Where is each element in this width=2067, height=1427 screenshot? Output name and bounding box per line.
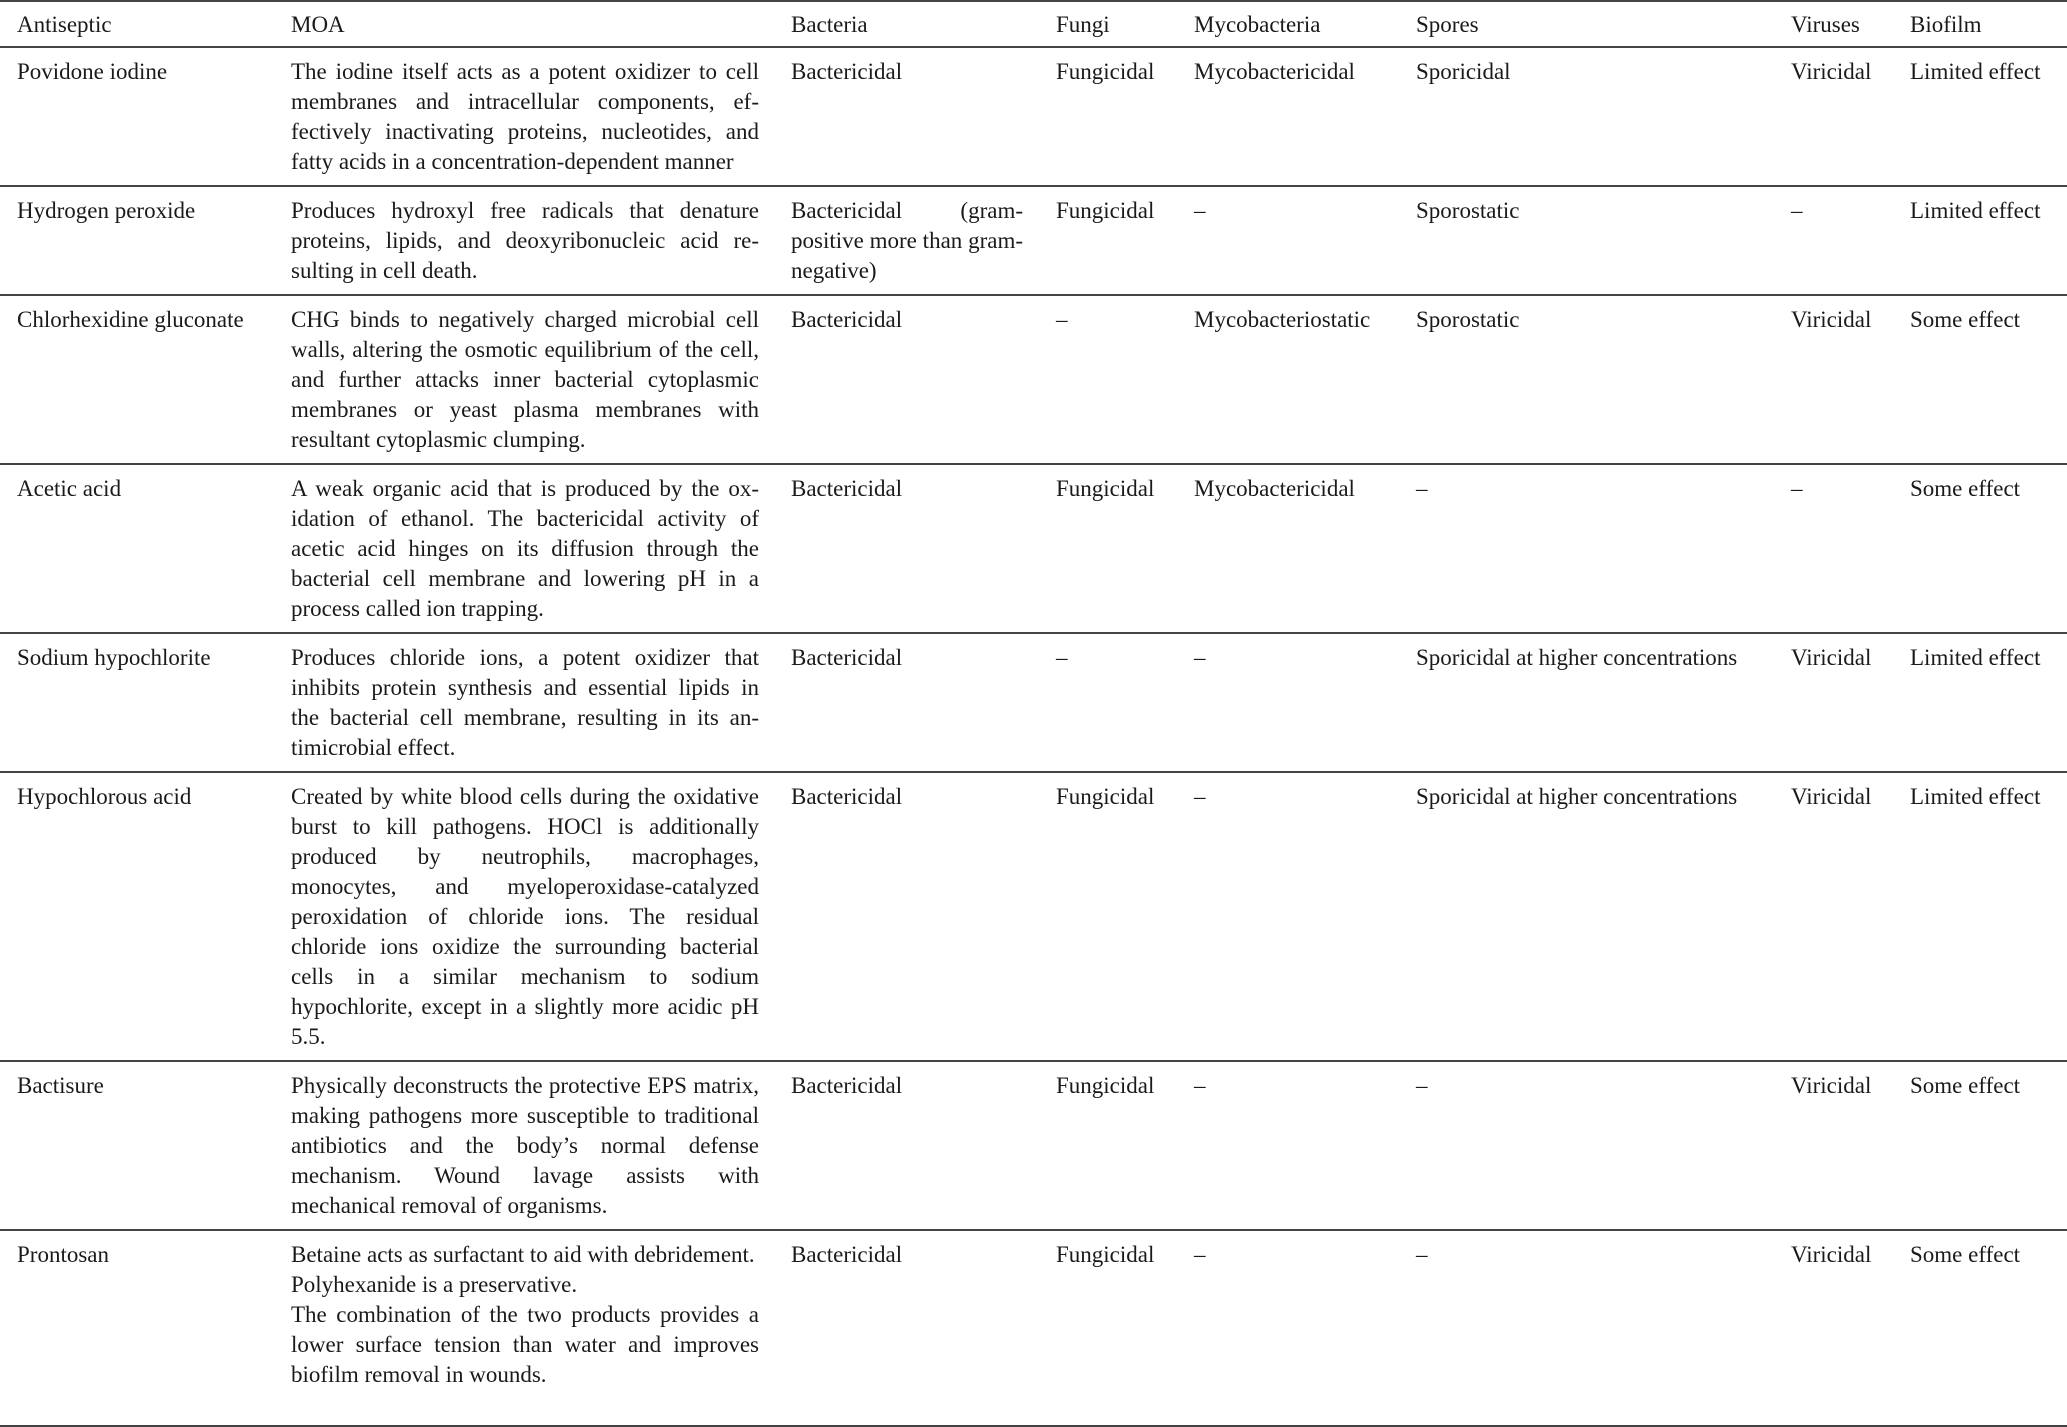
header-viruses: Viruses [1791, 1, 1910, 47]
moa-paragraph: Polyhexanide is a preservative. [291, 1272, 578, 1297]
moa-text [291, 305, 759, 455]
cell-fungi: Fungicidal [1056, 464, 1194, 633]
cell-moa [291, 1230, 791, 1426]
cell-mycobacteria: Mycobactericidal [1194, 47, 1416, 186]
cell-antiseptic: Sodium hypochlorite [0, 633, 291, 772]
header-mycobacteria: Mycobacteria [1194, 1, 1416, 47]
cell-bacteria [791, 633, 1056, 772]
cell-bacteria [791, 47, 1056, 186]
cell-fungi: – [1056, 295, 1194, 464]
bacteria-value: Bactericidal [791, 59, 903, 84]
moa-paragraph: A weak organic acid that is produced by the oxidation of ethanol. The bactericidal activity of acetic acid hinges on its diffusion through the bacterial cell membrane and lowering pH in a process called ion trapping. [291, 476, 759, 621]
moa-text [291, 57, 759, 177]
moa-paragraph: Betaine acts as surfactant to aid with debridement. [291, 1242, 755, 1267]
cell-mycobacteria: – [1194, 186, 1416, 295]
moa-paragraph: Physically deconstructs the protective EPS matrix, making pathogens more susceptible to traditional antibiotics and the body’s normal defense mechanism. Wound lavage assists with mechanical removal of organisms. [291, 1073, 759, 1218]
bacteria-value: Bactericidal [791, 1073, 903, 1098]
cell-viruses: – [1791, 464, 1910, 633]
cell-antiseptic: Prontosan [0, 1230, 291, 1426]
cell-fungi: Fungicidal [1056, 47, 1194, 186]
cell-viruses: Viricidal [1791, 47, 1910, 186]
cell-moa [291, 772, 791, 1061]
cell-moa [291, 633, 791, 772]
header-fungi: Fungi [1056, 1, 1194, 47]
moa-paragraph: Produces chloride ions, a potent oxidizer that inhibits protein synthesis and essential lipids in the bacterial cell membrane, resulting in its antimicrobial effect. [291, 645, 759, 760]
cell-viruses: Viricidal [1791, 1061, 1910, 1230]
cell-biofilm: Limited effect [1910, 47, 2067, 186]
table-row [0, 47, 2067, 186]
cell-antiseptic: Chlorhexidine gluconate [0, 295, 291, 464]
cell-spores: Sporostatic [1416, 186, 1791, 295]
moa-text [291, 643, 759, 763]
moa-paragraph: The iodine itself acts as a potent oxidizer to cell membranes and intracellular components, effectively inactivating proteins, nucleotides, and fatty acids in a concentration-dependent manner [291, 59, 759, 174]
moa-text [291, 474, 759, 624]
bacteria-value: Bactericidal [791, 1242, 903, 1267]
table-body [0, 47, 2067, 1426]
cell-bacteria [791, 772, 1056, 1061]
cell-fungi: Fungicidal [1056, 772, 1194, 1061]
cell-spores: Sporicidal at higher concentrations [1416, 633, 1791, 772]
table-row [0, 1061, 2067, 1230]
header-biofilm: Biofilm [1910, 1, 2067, 47]
cell-bacteria [791, 295, 1056, 464]
cell-spores: – [1416, 464, 1791, 633]
bacteria-value: Bactericidal (gram-positive more than gram-negative) [791, 198, 1023, 283]
cell-biofilm: Some effect [1910, 464, 2067, 633]
cell-spores: Sporicidal at higher concentrations [1416, 772, 1791, 1061]
table-header [0, 1, 2067, 47]
cell-bacteria [791, 1230, 1056, 1426]
cell-mycobacteria: Mycobacteriostatic [1194, 295, 1416, 464]
cell-moa [291, 464, 791, 633]
cell-bacteria [791, 464, 1056, 633]
cell-mycobacteria: Mycobactericidal [1194, 464, 1416, 633]
cell-viruses: Viricidal [1791, 295, 1910, 464]
cell-spores: Sporicidal [1416, 47, 1791, 186]
moa-paragraph: CHG binds to negatively charged microbial cell walls, altering the osmotic equilibrium of the cell, and further attacks inner bacterial cytoplasmic membranes or yeast plasma membranes with resultant cytoplasmic clumping. [291, 307, 759, 452]
table-row [0, 772, 2067, 1061]
cell-mycobacteria: – [1194, 1061, 1416, 1230]
cell-biofilm: Limited effect [1910, 186, 2067, 295]
cell-biofilm: Some effect [1910, 1061, 2067, 1230]
moa-paragraph: The combination of the two products provides a lower surface tension than water and improves biofilm removal in wounds. [291, 1302, 759, 1387]
cell-spores: – [1416, 1230, 1791, 1426]
moa-paragraph: Created by white blood cells during the oxidative burst to kill pathogens. HOCl is additionally produced by neutrophils, macrophages, monocytes, and myeloperoxidase-catalyzed peroxidation of chloride ions. The residual chloride ions oxidize the surrounding bacterial cells in a similar mechanism to sodium hypochlorite, except in a slightly more acidic pH 5.5. [291, 784, 759, 1049]
table-row [0, 186, 2067, 295]
cell-spores: Sporostatic [1416, 295, 1791, 464]
cell-viruses: Viricidal [1791, 1230, 1910, 1426]
cell-fungi: Fungicidal [1056, 1061, 1194, 1230]
moa-text [291, 1240, 759, 1390]
bacteria-value: Bactericidal [791, 784, 903, 809]
header-antiseptic: Antiseptic [0, 1, 291, 47]
table-row [0, 633, 2067, 772]
cell-viruses: Viricidal [1791, 772, 1910, 1061]
cell-moa [291, 1061, 791, 1230]
cell-fungi: Fungicidal [1056, 186, 1194, 295]
cell-moa [291, 47, 791, 186]
header-bacteria: Bacteria [791, 1, 1056, 47]
bacteria-value: Bactericidal [791, 307, 903, 332]
header-moa: MOA [291, 1, 791, 47]
header-row [0, 1, 2067, 47]
cell-biofilm: Limited effect [1910, 772, 2067, 1061]
cell-moa [291, 295, 791, 464]
moa-text [291, 196, 759, 286]
cell-biofilm: Some effect [1910, 295, 2067, 464]
cell-spores: – [1416, 1061, 1791, 1230]
cell-mycobacteria: – [1194, 633, 1416, 772]
table-row [0, 295, 2067, 464]
header-spores: Spores [1416, 1, 1791, 47]
cell-bacteria [791, 186, 1056, 295]
cell-antiseptic: Bactisure [0, 1061, 291, 1230]
cell-biofilm: Some effect [1910, 1230, 2067, 1426]
cell-fungi: Fungicidal [1056, 1230, 1194, 1426]
cell-antiseptic: Hydrogen peroxide [0, 186, 291, 295]
moa-text [291, 1071, 759, 1221]
cell-biofilm: Limited effect [1910, 633, 2067, 772]
cell-bacteria [791, 1061, 1056, 1230]
moa-text [291, 782, 759, 1052]
cell-antiseptic: Hypochlorous acid [0, 772, 291, 1061]
cell-viruses: Viricidal [1791, 633, 1910, 772]
cell-moa [291, 186, 791, 295]
moa-paragraph: Produces hydroxyl free radicals that denature proteins, lipids, and deoxyribonucleic acid resulting in cell death. [291, 198, 759, 283]
table-row [0, 464, 2067, 633]
cell-mycobacteria: – [1194, 1230, 1416, 1426]
cell-viruses: – [1791, 186, 1910, 295]
cell-antiseptic: Povidone iodine [0, 47, 291, 186]
cell-antiseptic: Acetic acid [0, 464, 291, 633]
cell-fungi: – [1056, 633, 1194, 772]
table-row [0, 1230, 2067, 1426]
bacteria-value: Bactericidal [791, 476, 903, 501]
bacteria-value: Bactericidal [791, 645, 903, 670]
cell-mycobacteria: – [1194, 772, 1416, 1061]
